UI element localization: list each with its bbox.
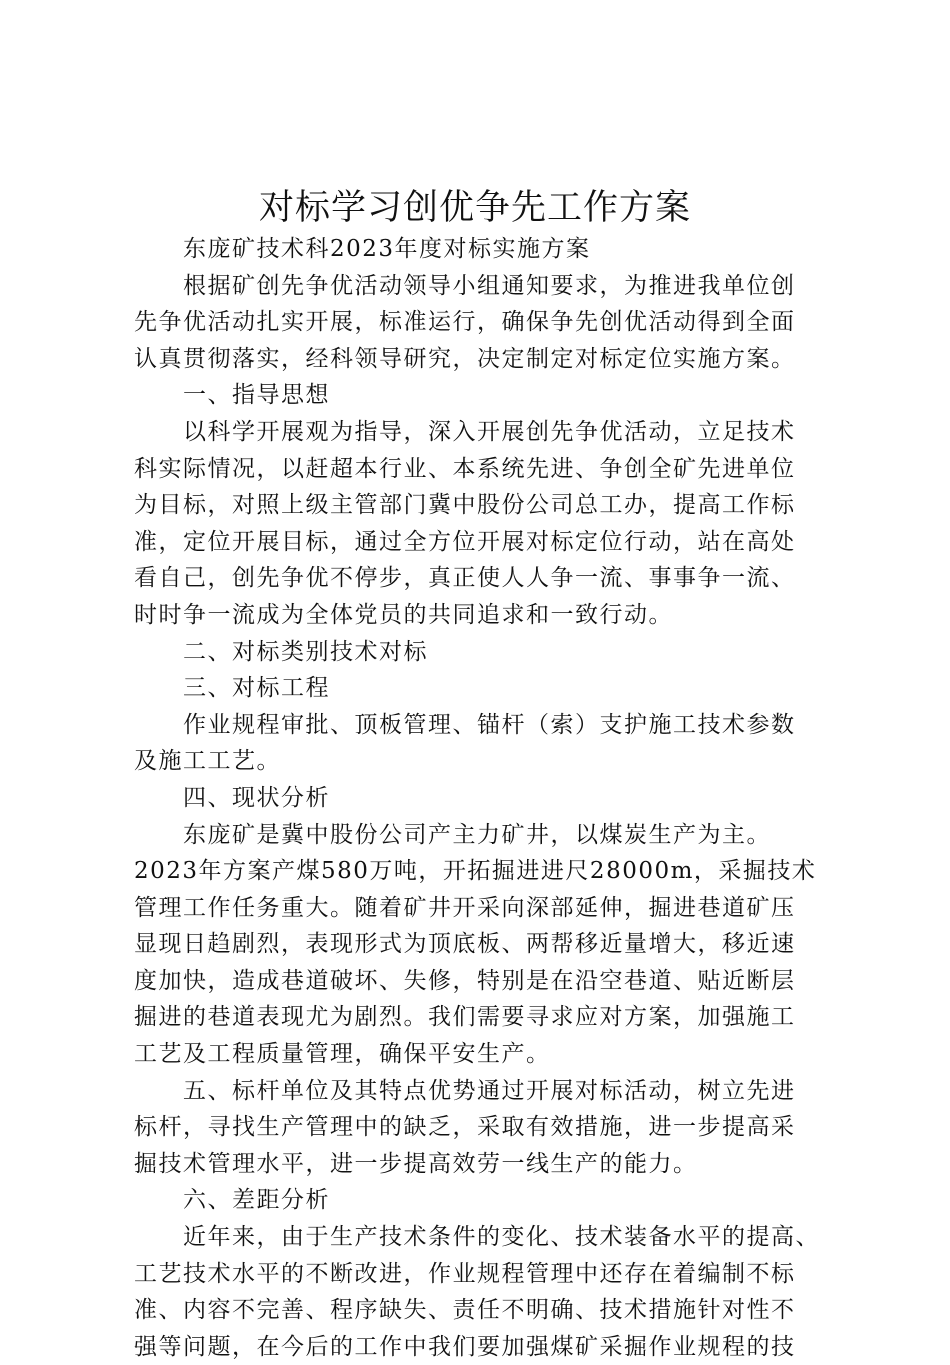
subtitle-line: 东庞矿技术科2023年度对标实施方案 [183, 236, 591, 262]
paragraph-line: 作业规程审批、顶板管理、锚杆（索）支护施工技术参数 [183, 711, 796, 738]
paragraph-line: 根据矿创先争优活动领导小组通知要求，为推进我单位创 [183, 272, 796, 299]
section-heading: 六、差距分析 [183, 1187, 330, 1214]
paragraph-line: 工艺技术水平的不断改进，作业规程管理中还存在着编制不标 [134, 1260, 796, 1287]
paragraph-line: 近年来，由于生产技术条件的变化、技术装备水平的提高、 [183, 1224, 820, 1251]
paragraph-line: 时时争一流成为全体党员的共同追求和一致行动。 [134, 601, 673, 628]
paragraph-line: 显现日趋剧烈，表现形式为顶底板、两帮移近量增大，移近速 [134, 931, 796, 958]
paragraph-line: 掘进的巷道表现尤为剧烈。我们需要寻求应对方案，加强施工 [134, 1004, 796, 1031]
paragraph-line: 先争优活动扎实开展，标准运行，确保争先创优活动得到全面 [134, 309, 796, 336]
paragraph-line: 看自己，创先争优不停步，真正使人人争一流、事事争一流、 [134, 565, 796, 592]
section-heading: 三、对标工程 [183, 675, 330, 702]
paragraph-line: 准，定位开展目标，通过全方位开展对标定位行动，站在高处 [134, 528, 796, 555]
paragraph-line: 认真贯彻落实，经科领导研究，决定制定对标定位实施方案。 [134, 345, 796, 372]
paragraph-line: 2023年方案产煤580万吨，开拓掘进进尺28000m，采掘技术 [134, 858, 817, 885]
section-heading: 二、对标类别技术对标 [183, 638, 428, 665]
section-heading: 五、标杆单位及其特点优势通过开展对标活动，树立先进 [183, 1077, 796, 1104]
paragraph-line: 及施工工艺。 [134, 748, 281, 775]
paragraph-line: 掘技术管理水平，进一步提高效劳一线生产的能力。 [134, 1150, 698, 1177]
paragraph-line: 准、内容不完善、程序缺失、责任不明确、技术措施针对性不 [134, 1297, 796, 1324]
paragraph-line: 管理工作任务重大。随着矿井开采向深部延伸，掘进巷道矿压 [134, 894, 796, 921]
paragraph-line: 为目标，对照上级主管部门冀中股份公司总工办，提高工作标 [134, 492, 796, 519]
section-heading: 一、指导思想 [183, 382, 330, 409]
paragraph-line: 东庞矿是冀中股份公司产主力矿井，以煤炭生产为主。 [183, 821, 771, 848]
paragraph-line: 以科学开展观为指导，深入开展创先争优活动，立足技术 [183, 418, 796, 445]
paragraph-line: 度加快，造成巷道破坏、失修，特别是在沿空巷道、贴近断层 [134, 967, 796, 994]
document-title: 对标学习创优争先工作方案 [258, 188, 691, 228]
paragraph-line: 工艺及工程质量管理，确保平安生产。 [134, 1041, 551, 1068]
paragraph-line: 强等问题，在今后的工作中我们要加强煤矿采掘作业规程的技 [134, 1333, 796, 1360]
section-heading: 四、现状分析 [183, 784, 330, 811]
paragraph-line: 标杆，寻找生产管理中的缺乏，采取有效措施，进一步提高采 [134, 1114, 796, 1141]
paragraph-line: 科实际情况，以赶超本行业、本系统先进、争创全矿先进单位 [134, 455, 796, 482]
document-body [134, 231, 834, 1365]
